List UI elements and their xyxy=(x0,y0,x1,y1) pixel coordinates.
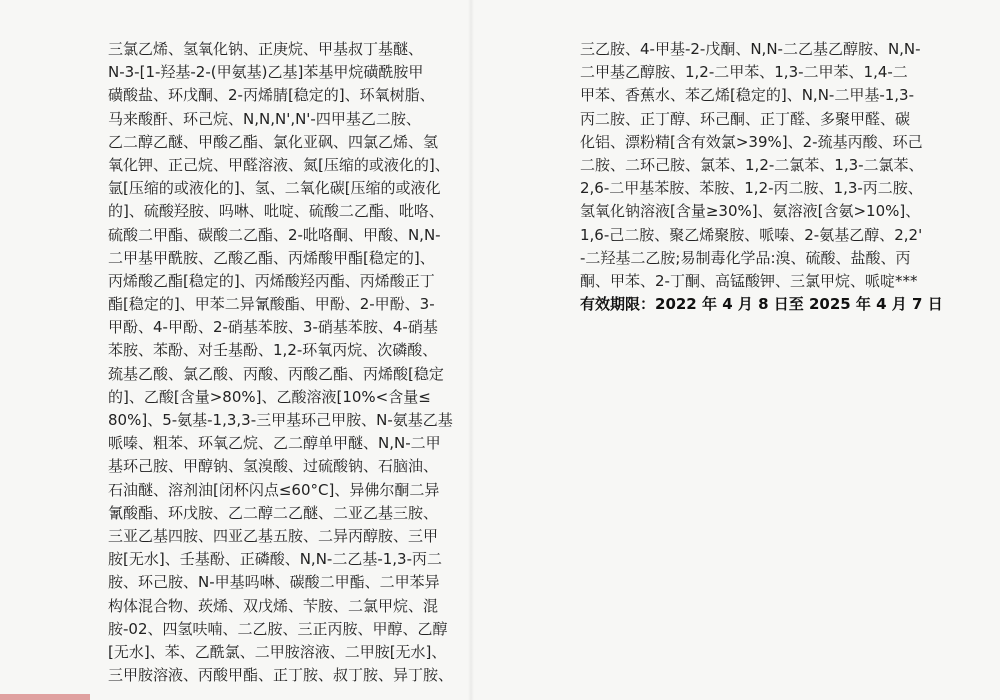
text-line: 三甲胺溶液、丙酸甲酯、正丁胺、叔丁胺、异丁胺、 xyxy=(108,666,454,685)
text-line: 苯胺、苯酚、对壬基酚、1,2-环氧丙烷、次磷酸、 xyxy=(108,341,438,360)
text-line: 酯[稳定的]、甲苯二异氰酸酯、甲酚、2-甲酚、3- xyxy=(108,295,435,314)
text-line: N-3-[1-羟基-2-(甲氨基)乙基]苯基甲烷磺酰胺甲 xyxy=(108,63,424,82)
text-line: 二甲基甲酰胺、乙酸乙酯、丙烯酸甲酯[稳定的]、 xyxy=(108,248,435,267)
text-line: 磺酸盐、环戊酮、2-丙烯腈[稳定的]、环氧树脂、 xyxy=(108,86,435,105)
text-line: 二甲基乙醇胺、1,2-二甲苯、1,3-二甲苯、1,4-二 xyxy=(580,63,908,82)
text-line: 丙烯酸乙酯[稳定的]、丙烯酸羟丙酯、丙烯酸正丁 xyxy=(108,271,435,290)
text-line: [无水]、苯、乙酰氯、二甲胺溶液、二甲胺[无水]、 xyxy=(108,642,447,661)
text-line: 哌嗪、粗苯、环氧乙烷、乙二醇单甲醚、N,N-二甲 xyxy=(108,434,441,453)
text-line: 三亚乙基四胺、四亚乙基五胺、二异丙醇胺、三甲 xyxy=(108,526,439,545)
text-line: 巯基乙酸、氯乙酸、丙酸、丙酸乙酯、丙烯酸[稳定 xyxy=(108,364,444,383)
text-line: 氩[压缩的或液化的]、氢、二氧化碳[压缩的或液化 xyxy=(108,179,441,198)
text-line: -二羟基二乙胺;易制毒化学品:溴、硫酸、盐酸、丙 xyxy=(580,248,911,267)
stamp-fragment xyxy=(0,694,90,700)
text-line: 硫酸二甲酯、碳酸二乙酯、2-吡咯酮、甲酸、N,N- xyxy=(108,225,441,244)
text-line: 酮、甲苯、2-丁酮、高锰酸钾、三氯甲烷、哌啶*** xyxy=(580,271,918,290)
page-fold xyxy=(468,0,474,700)
text-line: 1,6-己二胺、聚乙烯聚胺、哌嗪、2-氨基乙醇、2,2' xyxy=(580,225,923,244)
text-line: 马来酸酐、环己烷、N,N,N',N'-四甲基乙二胺、 xyxy=(108,109,421,128)
text-line: 的]、乙酸[含量>80%]、乙酸溶液[10%<含量≤ xyxy=(108,387,431,406)
right-text-column xyxy=(580,38,945,316)
text-line: 丙二胺、正丁醇、环己酮、正丁醛、多聚甲醛、碳 xyxy=(580,109,911,128)
validity-period: 有效期限：2022 年 4 月 8 日至 2025 年 4 月 7 日 xyxy=(580,295,943,314)
left-text-column xyxy=(108,38,468,687)
text-line: 三氯乙烯、氢氧化钠、正庚烷、甲基叔丁基醚、 xyxy=(108,40,424,58)
text-line: 甲苯、香蕉水、苯乙烯[稳定的]、N,N-二甲基-1,3- xyxy=(580,86,915,105)
right-text-lines xyxy=(580,38,945,293)
text-line: 三乙胺、4-甲基-2-戊酮、N,N-二乙基乙醇胺、N,N- xyxy=(580,40,921,58)
text-line: 胺-02、四氢呋喃、二乙胺、三正丙胺、甲醇、乙醇 xyxy=(108,619,448,638)
text-line: 胺、环己胺、N-甲基吗啉、碳酸二甲酯、二甲苯异 xyxy=(108,573,440,592)
text-line: 氧化钾、正己烷、甲醛溶液、氮[压缩的或液化的]、 xyxy=(108,155,450,174)
text-line: 氢氧化钠溶液[含量≥30%]、氨溶液[含氨>10%]、 xyxy=(580,202,921,221)
text-line: 基环己胺、甲醇钠、氢溴酸、过硫酸钠、石脑油、 xyxy=(108,457,439,476)
text-line: 乙二醇乙醚、甲酸乙酯、氯化亚砜、四氯乙烯、氢 xyxy=(108,132,439,151)
text-line: 80%]、5-氨基-1,3,3-三甲基环己甲胺、N-氨基乙基 xyxy=(108,411,453,429)
text-line: 氰酸酯、环戊胺、乙二醇二乙醚、二亚乙基三胺、 xyxy=(108,503,439,522)
text-line: 二胺、二环己胺、氯苯、1,2-二氯苯、1,3-二氯苯、 xyxy=(580,155,924,174)
text-line: 的]、硫酸羟胺、吗啉、吡啶、硫酸二乙酯、吡咯、 xyxy=(108,202,444,221)
text-line: 胺[无水]、壬基酚、正磷酸、N,N-二乙基-1,3-丙二 xyxy=(108,550,443,569)
text-line: 石油醚、溶剂油[闭杯闪点≤60°C]、异佛尔酮二异 xyxy=(108,480,440,499)
text-line: 甲酚、4-甲酚、2-硝基苯胺、3-硝基苯胺、4-硝基 xyxy=(108,318,438,337)
text-line: 2,6-二甲基苯胺、苯胺、1,2-丙二胺、1,3-丙二胺、 xyxy=(580,179,923,198)
text-line: 构体混合物、莰烯、双戊烯、苄胺、二氯甲烷、混 xyxy=(108,596,439,615)
text-line: 化铝、漂粉精[含有效氯>39%]、2-巯基丙酸、环己 xyxy=(580,132,923,151)
